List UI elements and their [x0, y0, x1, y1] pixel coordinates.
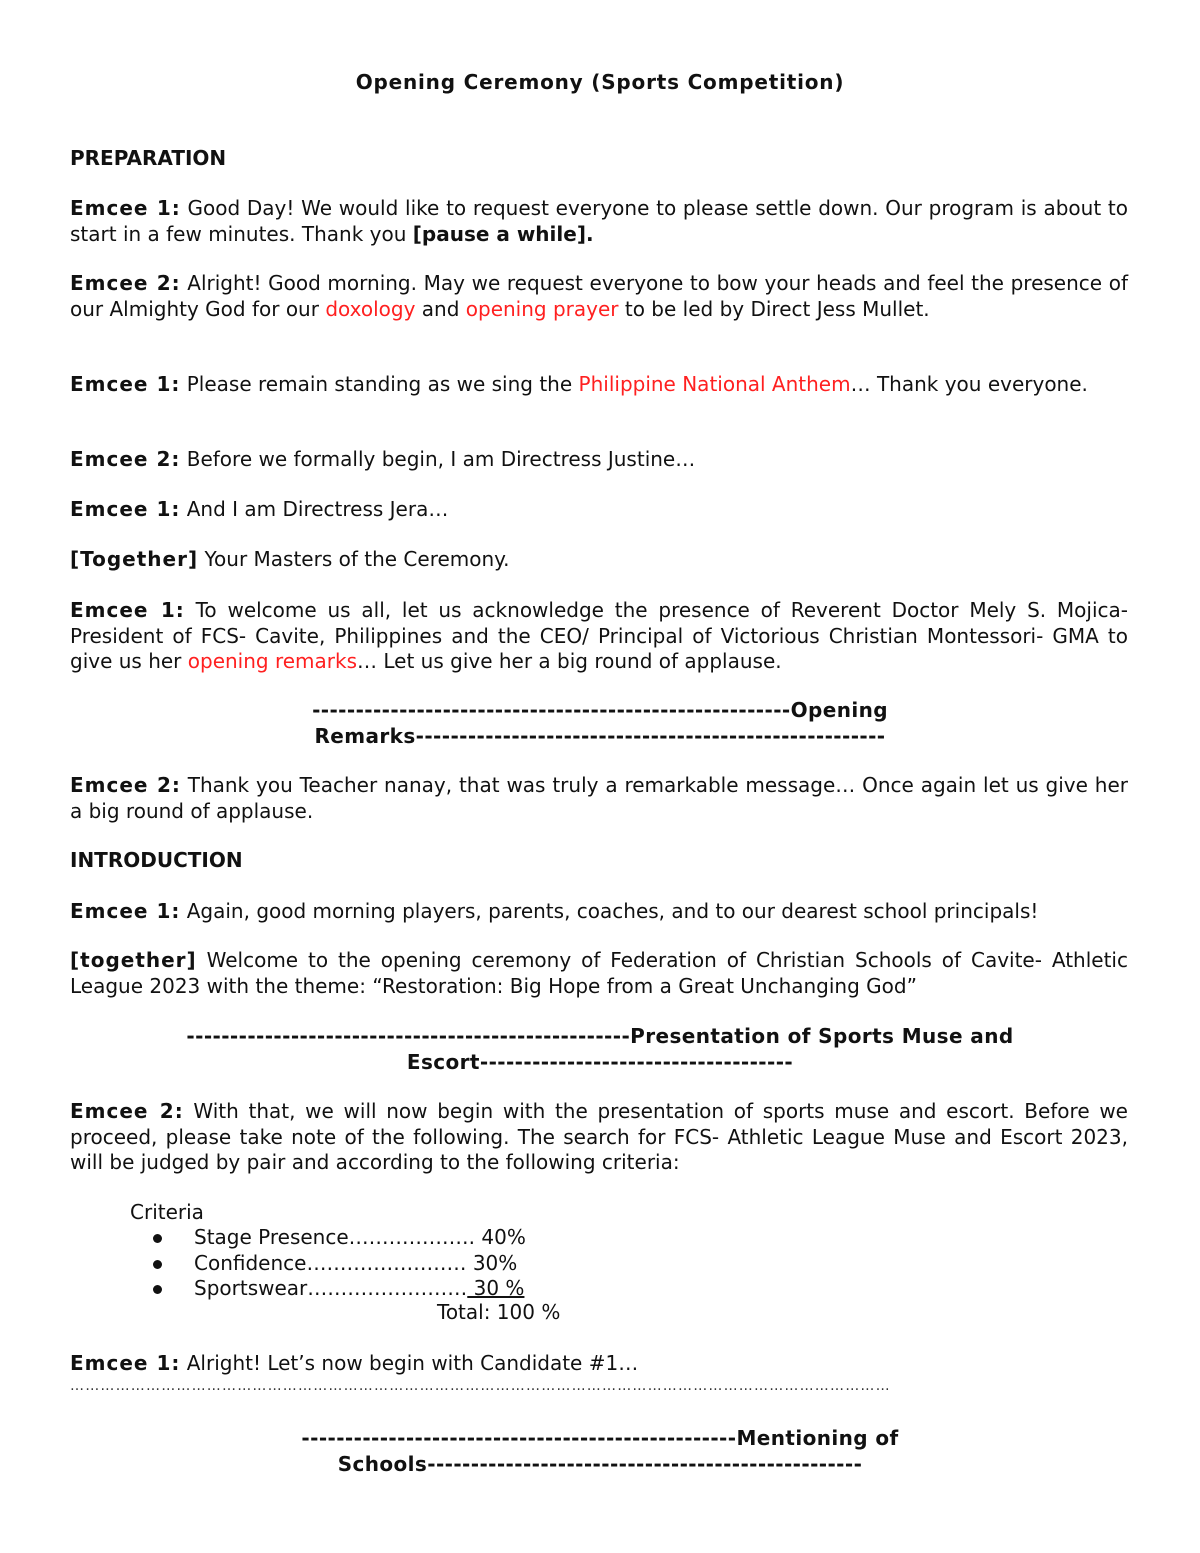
paragraph-emcee1-welcome	[70, 598, 1128, 675]
criteria-value: 40%	[481, 1225, 526, 1249]
speaker-label: [Together]	[70, 547, 199, 571]
highlight-opening-remarks: opening remarks	[187, 649, 358, 673]
bullet-icon	[153, 1260, 162, 1269]
paragraph-text: Again, good morning players, parents, coaches, and to our dearest school principals!	[180, 899, 1039, 923]
speaker-label: Emcee 2:	[70, 271, 181, 295]
paragraph-text: … Let us give her a big round of applause.	[357, 649, 782, 673]
speaker-label: Emcee 2:	[70, 447, 181, 471]
speaker-label: Emcee 1:	[70, 196, 181, 220]
paragraph-emcee1-candidate	[70, 1351, 1128, 1377]
paragraph-text: With that, we will now begin with the presentation of sports muse and escort. Before we proceed, please take note of the following. The search for FCS- Athletic League Muse and Escort 2023, will be judged by pair and according to the following criteria:	[70, 1099, 1128, 1174]
criteria-value: 30 %	[467, 1276, 525, 1300]
bullet-icon	[153, 1234, 162, 1243]
paragraph-text: Welcome to the opening ceremony of Federation of Christian Schools of Cavite- Athletic League 2023 with the theme: “Restoration: Big Hope from a Great Unchanging God”	[70, 948, 1128, 998]
paragraph-emcee1-intro	[70, 497, 1128, 523]
list-item	[150, 1225, 526, 1251]
cue-line: -------------------------------------------------------Opening	[312, 698, 888, 722]
criteria-label: Stage Presence……………….	[194, 1225, 482, 1249]
speaker-label: Emcee 2:	[70, 773, 181, 797]
cue-line: ---------------------------------------------------Presentation of Sports Muse and	[186, 1024, 1014, 1048]
paragraph-emcee2-prayer	[70, 271, 1128, 322]
speaker-label: Emcee 2:	[70, 1099, 184, 1123]
paragraph-text: and	[415, 296, 466, 321]
cue-opening-remarks	[0, 698, 1200, 749]
section-heading-preparation: PREPARATION	[70, 146, 227, 170]
bullet-icon	[153, 1285, 162, 1294]
paragraph-text: Your Masters of the Ceremony.	[198, 547, 510, 571]
speaker-label: Emcee 1:	[70, 1351, 181, 1375]
paragraph-text: Before we formally begin, I am Directress Justine…	[180, 447, 696, 471]
paragraph-emcee1-greeting	[70, 196, 1128, 247]
paragraph-together-welcome	[70, 948, 1128, 999]
cue-mentioning-schools	[0, 1426, 1200, 1477]
speaker-label: [together]	[70, 948, 197, 972]
speaker-label: Emcee 1:	[70, 899, 181, 923]
highlight-national-anthem: Philippine National Anthem	[578, 372, 851, 396]
paragraph-text: To welcome us all, let us acknowledge the presence of Reverent Doctor Mely S. Mojica- President of FCS- Cavite, Philippines and the CEO/ Principal of Victorious Christian Montessori- GMA to give us her	[70, 598, 1128, 673]
paragraph-text: Please remain standing as we sing the	[180, 372, 579, 396]
criteria-title: Criteria	[130, 1200, 204, 1224]
dotted-line: ………………………………………………………………………………………………………………………………………………	[70, 1378, 891, 1394]
speaker-label: Emcee 1:	[70, 497, 181, 521]
page-title: Opening Ceremony (Sports Competition)	[355, 70, 845, 94]
criteria-list	[150, 1225, 526, 1302]
highlight-doxology: doxology	[325, 296, 416, 321]
paragraph-emcee1-good-morning	[70, 899, 1128, 925]
list-item	[150, 1276, 526, 1302]
paragraph-emcee1-anthem	[70, 372, 1128, 398]
criteria-label: Sportswear……………………	[194, 1276, 468, 1300]
cue-muse-escort	[0, 1024, 1200, 1075]
criteria-total: Total: 100 %	[437, 1300, 561, 1324]
section-heading-introduction: INTRODUCTION	[70, 848, 243, 872]
cue-line: Schools--------------------------------------------------	[337, 1451, 863, 1476]
list-item	[150, 1251, 526, 1277]
highlight-opening-prayer: opening prayer	[465, 296, 619, 321]
criteria-label: Confidence……………………	[194, 1250, 473, 1275]
paragraph-text: And I am Directress Jera…	[180, 497, 449, 521]
paragraph-text: Alright! Let’s now begin with Candidate #1…	[180, 1351, 639, 1375]
cue-line: --------------------------------------------------Mentioning of	[301, 1426, 899, 1450]
criteria-value: 30%	[472, 1250, 518, 1275]
speaker-label: Emcee 1:	[70, 598, 185, 622]
paragraph-together-masters	[70, 547, 1128, 573]
paragraph-text: Thank you Teacher nanay, that was truly a remarkable message… Once again let us give her a big round of applause.	[70, 773, 1128, 823]
cue-line: Remarks------------------------------------------------------	[314, 723, 886, 748]
paragraph-text: Alright! Good morning. May we request everyone to bow your heads and feel the presence of our Almighty God for our	[70, 271, 1128, 321]
paragraph-text: to be led by Direct Jess Mullet.	[618, 296, 930, 321]
stage-direction: [pause a while].	[412, 221, 594, 246]
speaker-label: Emcee 1:	[70, 372, 181, 396]
paragraph-emcee2-criteria	[70, 1099, 1128, 1176]
paragraph-text: … Thank you everyone.	[850, 372, 1088, 396]
paragraph-emcee2-thanks	[70, 773, 1128, 824]
paragraph-text: Good Day! We would like to request everyone to please settle down. Our program is about to start in a few minutes. Thank you	[70, 196, 1128, 246]
cue-line: Escort------------------------------------	[406, 1049, 794, 1074]
paragraph-emcee2-intro	[70, 447, 1128, 473]
